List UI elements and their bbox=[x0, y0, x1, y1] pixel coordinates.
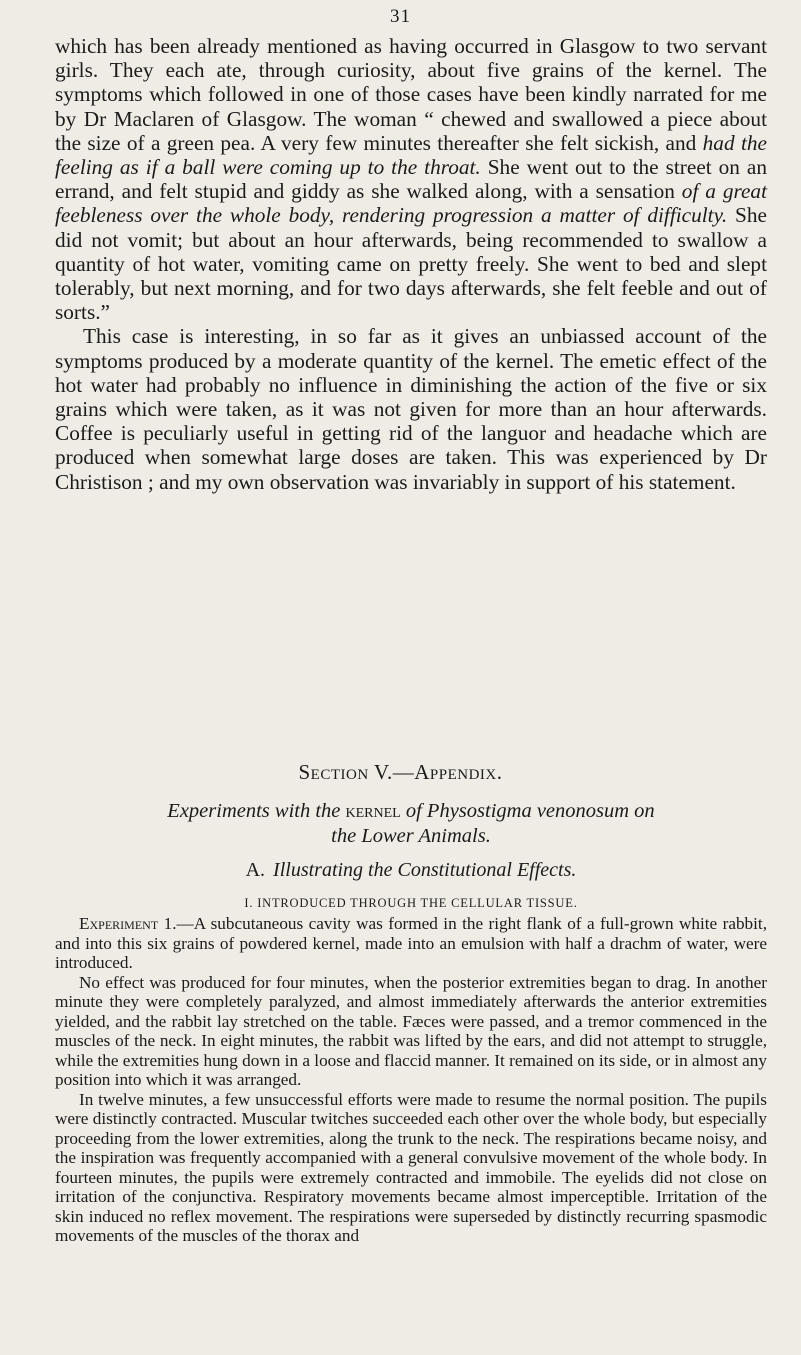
experiments-heading-part3: the Lower Animals. bbox=[331, 825, 491, 847]
body-text bbox=[55, 34, 767, 494]
subsection-i-heading: I. INTRODUCED THROUGH THE CELLULAR TISSUE. bbox=[244, 896, 578, 910]
page-number: 31 bbox=[390, 6, 411, 27]
case-text-c: She did not vomit; but about an hour afterwards, being recommended to swallow a quantity of hot water, vomiting came on pretty freely. She went to bed and slept tolerably, but next morning, and for two days afterwards, she felt feeble and out of sorts.” bbox=[55, 203, 767, 325]
experiments-heading-part2: of Physostigma venonosum on bbox=[400, 800, 655, 822]
paragraph-case-narrative bbox=[55, 34, 767, 324]
experiments-heading-part1: Experiments with the bbox=[167, 800, 346, 822]
experiments-heading bbox=[55, 799, 767, 849]
case-text-italic-2: of a great feebleness over the whole body, rendering progression a matter of difficulty. bbox=[55, 179, 767, 228]
paragraph-case-commentary: This case is interesting, in so far as it gives an unbiassed account of the symptoms produced by a moderate quantity of the kernel. The emetic effect of the hot water had probably no influence in diminishing the action of the five or six grains which were taken, as it was not given for more than an hour afterwards. Coffee is peculiarly useful in getting rid of the languor and headache which are produced when somewhat large doses are taken. This was experienced by Dr Christison ; and my own observation was invariably in support of his statement. bbox=[55, 324, 767, 494]
experiment-1-observations: No effect was produced for four minutes, when the posterior extremities began to drag. In another minute they were completely paralyzed, and almost immediately afterwards the anterior extremities yielded, and the rabbit lay stretched on the table. Fæces were passed, and a tremor commenced in the muscles of the neck. In eight minutes, the rabbit was lifted by the ears, and did not attempt to struggle, while the extremities hung down in a loose and flaccid manner. It remained on its side, or in almost any position into which it was arranged. bbox=[55, 972, 767, 1089]
experiment-1-setup: —A subcutaneous cavity was formed in the right flank of a full-grown white rabbit, and into this six grains of powdered kernel, made into an emulsion with half a drachm of water, were introduced. bbox=[55, 914, 767, 972]
case-text-a: which has been already mentioned as having occurred in Glasgow to two servant girls. They each ate, through curiosity, about five grains of the kernel. The symptoms which followed in one of those cases have been kindly narrated for me by Dr Maclaren of Glasgow. The woman “ chewed and swallowed a piece about the size of a green pea. A very few minutes thereafter she felt sickish, and bbox=[55, 34, 767, 155]
experiment-1-label: Experiment 1. bbox=[79, 914, 177, 933]
subsection-a-title: Illustrating the Constitutional Effects. bbox=[273, 859, 577, 881]
subsection-a-heading bbox=[55, 859, 767, 882]
case-text-b: She went out to the street on an errand, and felt stupid and giddy as she walked along, with a sensation bbox=[55, 155, 767, 204]
case-text-italic-1: had the feeling as if a ball were coming up to the throat. bbox=[55, 130, 767, 180]
experiment-1 bbox=[55, 914, 767, 1246]
experiment-1-progression: In twelve minutes, a few unsuccessful efforts were made to resume the normal position. The pupils were distinctly contracted. Muscular twitches succeeded each other over the whole body, but especially proceeding from the lower extremities, along the trunk to the neck. The respirations became noisy, and the inspiration was frequently accompanied with a general convulsive movement of the whole body. In fourteen minutes, the pupils were extremely contracted and immobile. The eyelids did not close on irritation of the conjunctiva. Respiratory movements became almost imperceptible. Irritation of the skin induced no reflex movement. The respirations were superseded by distinctly recurring spasmodic movements of the muscles of the thorax and bbox=[55, 1089, 767, 1245]
experiment-1-intro bbox=[55, 914, 767, 973]
experiments-heading-kernel: kernel bbox=[345, 800, 401, 822]
section-title: Section V.—Appendix. bbox=[298, 760, 503, 784]
subsection-a-letter: A. bbox=[245, 859, 266, 881]
